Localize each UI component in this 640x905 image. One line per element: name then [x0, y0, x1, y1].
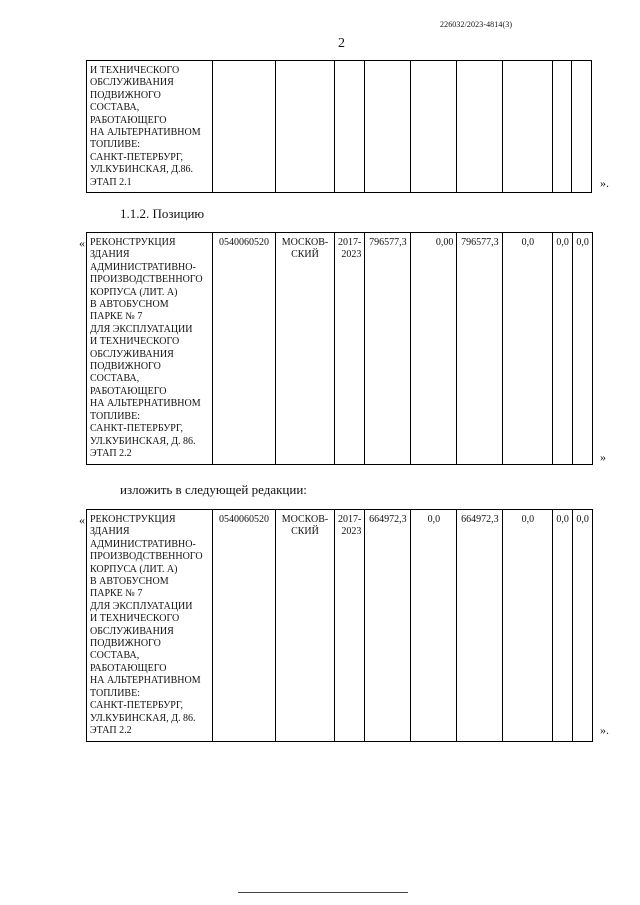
name-line: СОСТАВА, [90, 650, 140, 662]
value-cell: 0,0 [572, 233, 592, 465]
name-line: САНКТ-ПЕТЕРБУРГ, [90, 151, 184, 163]
name-line: ПАРКЕ № 7 [90, 311, 143, 323]
paragraph-new-edition: изложить в следующей редакции: [120, 482, 307, 497]
document-number: 226032/2023-4814(3) [440, 20, 513, 29]
years-line: 2023 [341, 526, 362, 538]
empty-cell [335, 61, 365, 193]
name-line: СОСТАВА, [90, 102, 140, 114]
name-line: ЭТАП 2.1 [90, 176, 132, 188]
name-line: СОСТАВА, [90, 373, 140, 385]
name-line: НА АЛЬТЕРНАТИВНОМ [90, 127, 201, 139]
name-line: ТОПЛИВЕ: [90, 687, 140, 699]
name-line: САНКТ-ПЕТЕРБУРГ, [90, 423, 184, 435]
value-cell: 0,00 [411, 233, 457, 465]
years-line: 2017- [338, 237, 362, 248]
district-cell [276, 233, 335, 465]
name-line: ОБСЛУЖИВАНИЯ [90, 77, 174, 89]
name-line: УЛ.КУБИНСКАЯ, Д. 86. [90, 712, 196, 724]
years-line: 2017- [338, 514, 362, 525]
name-line: КОРПУСА (ЛИТ. А) [90, 286, 178, 298]
value-cell: 0,0 [553, 233, 573, 465]
empty-cell [411, 61, 457, 193]
name-line: КОРПУСА (ЛИТ. А) [90, 563, 178, 575]
position-table-continuation [86, 60, 592, 193]
name-line: В АВТОБУСНОМ [90, 576, 169, 588]
value-cell: 796577,3 [365, 233, 411, 465]
name-line: ПОДВИЖНОГО [90, 89, 161, 101]
name-line: В АВТОБУСНОМ [90, 299, 169, 311]
name-line: САНКТ-ПЕТЕРБУРГ, [90, 700, 184, 712]
name-line: РЕКОНСТРУКЦИЯ [90, 514, 176, 525]
object-code-cell: 0540060520 [213, 510, 276, 742]
name-line: ЗДАНИЯ [90, 526, 130, 538]
name-line: И ТЕХНИЧЕСКОГО [90, 336, 180, 348]
name-line: РЕКОНСТРУКЦИЯ [90, 237, 176, 248]
name-line: ЭТАП 2.2 [90, 724, 132, 736]
name-line: НА АЛЬТЕРНАТИВНОМ [90, 675, 201, 687]
name-line: И ТЕХНИЧЕСКОГО [90, 65, 180, 76]
name-line: ПРОИЗВОДСТВЕННОГО [90, 551, 203, 563]
name-line: ТОПЛИВЕ: [90, 139, 140, 151]
district-line: СКИЙ [291, 526, 319, 538]
position-table-original [86, 232, 593, 465]
object-name-cell [87, 233, 213, 465]
name-line: ОБСЛУЖИВАНИЯ [90, 625, 174, 637]
bottom-divider [238, 892, 408, 893]
name-line: ЗДАНИЯ [90, 249, 130, 261]
opening-quote: « [79, 513, 85, 527]
value-cell: 0,0 [572, 510, 592, 742]
name-line: ДЛЯ ЭКСПЛУАТАЦИИ [90, 323, 193, 335]
name-line: РАБОТАЮЩЕГО [90, 662, 167, 674]
name-line: УЛ.КУБИНСКАЯ, Д. 86. [90, 435, 196, 447]
value-cell: 0,0 [503, 233, 553, 465]
name-line: АДМИНИСТРАТИВНО- [90, 538, 196, 550]
paragraph-position: 1.1.2. Позицию [120, 206, 205, 221]
name-line: ПОДВИЖНОГО [90, 638, 161, 650]
name-line: ТОПЛИВЕ: [90, 410, 140, 422]
value-cell: 664972,3 [365, 510, 411, 742]
name-line: РАБОТАЮЩЕГО [90, 114, 167, 126]
empty-cell [572, 61, 592, 193]
name-line: ДЛЯ ЭКСПЛУАТАЦИИ [90, 600, 193, 612]
empty-cell [213, 61, 276, 193]
object-code-cell: 0540060520 [213, 233, 276, 465]
empty-cell [457, 61, 503, 193]
district-line: СКИЙ [291, 249, 319, 261]
name-line: РАБОТАЮЩЕГО [90, 385, 167, 397]
name-line: ПРОИЗВОДСТВЕННОГО [90, 274, 203, 286]
empty-cell [553, 61, 572, 193]
name-line: ЭТАП 2.2 [90, 447, 132, 459]
years-cell [335, 233, 365, 465]
value-cell: 0,0 [553, 510, 573, 742]
years-line: 2023 [341, 249, 362, 261]
value-cell: 664972,3 [457, 510, 503, 742]
name-line: ПОДВИЖНОГО [90, 361, 161, 373]
district-cell [276, 510, 335, 742]
name-line: АДМИНИСТРАТИВНО- [90, 261, 196, 273]
name-line: ПАРКЕ № 7 [90, 588, 143, 600]
empty-cell [503, 61, 553, 193]
value-cell: 0,0 [503, 510, 553, 742]
name-line: И ТЕХНИЧЕСКОГО [90, 613, 180, 625]
value-cell: 0,0 [411, 510, 457, 742]
empty-cell [365, 61, 411, 193]
years-cell [335, 510, 365, 742]
position-table-new [86, 509, 593, 742]
opening-quote: « [79, 236, 85, 250]
empty-cell [276, 61, 335, 193]
closing-quote: » [600, 450, 606, 464]
name-line: ОБСЛУЖИВАНИЯ [90, 348, 174, 360]
closing-quote: ». [600, 723, 609, 737]
closing-quote: ». [600, 176, 609, 190]
page-number: 2 [338, 36, 345, 51]
value-cell: 796577,3 [457, 233, 503, 465]
name-line: УЛ.КУБИНСКАЯ, Д.86. [90, 164, 194, 176]
district-line: МОСКОВ- [281, 237, 329, 248]
district-line: МОСКОВ- [281, 514, 329, 525]
object-name-cell [87, 510, 213, 742]
name-line: НА АЛЬТЕРНАТИВНОМ [90, 398, 201, 410]
object-name-cell [87, 61, 213, 193]
